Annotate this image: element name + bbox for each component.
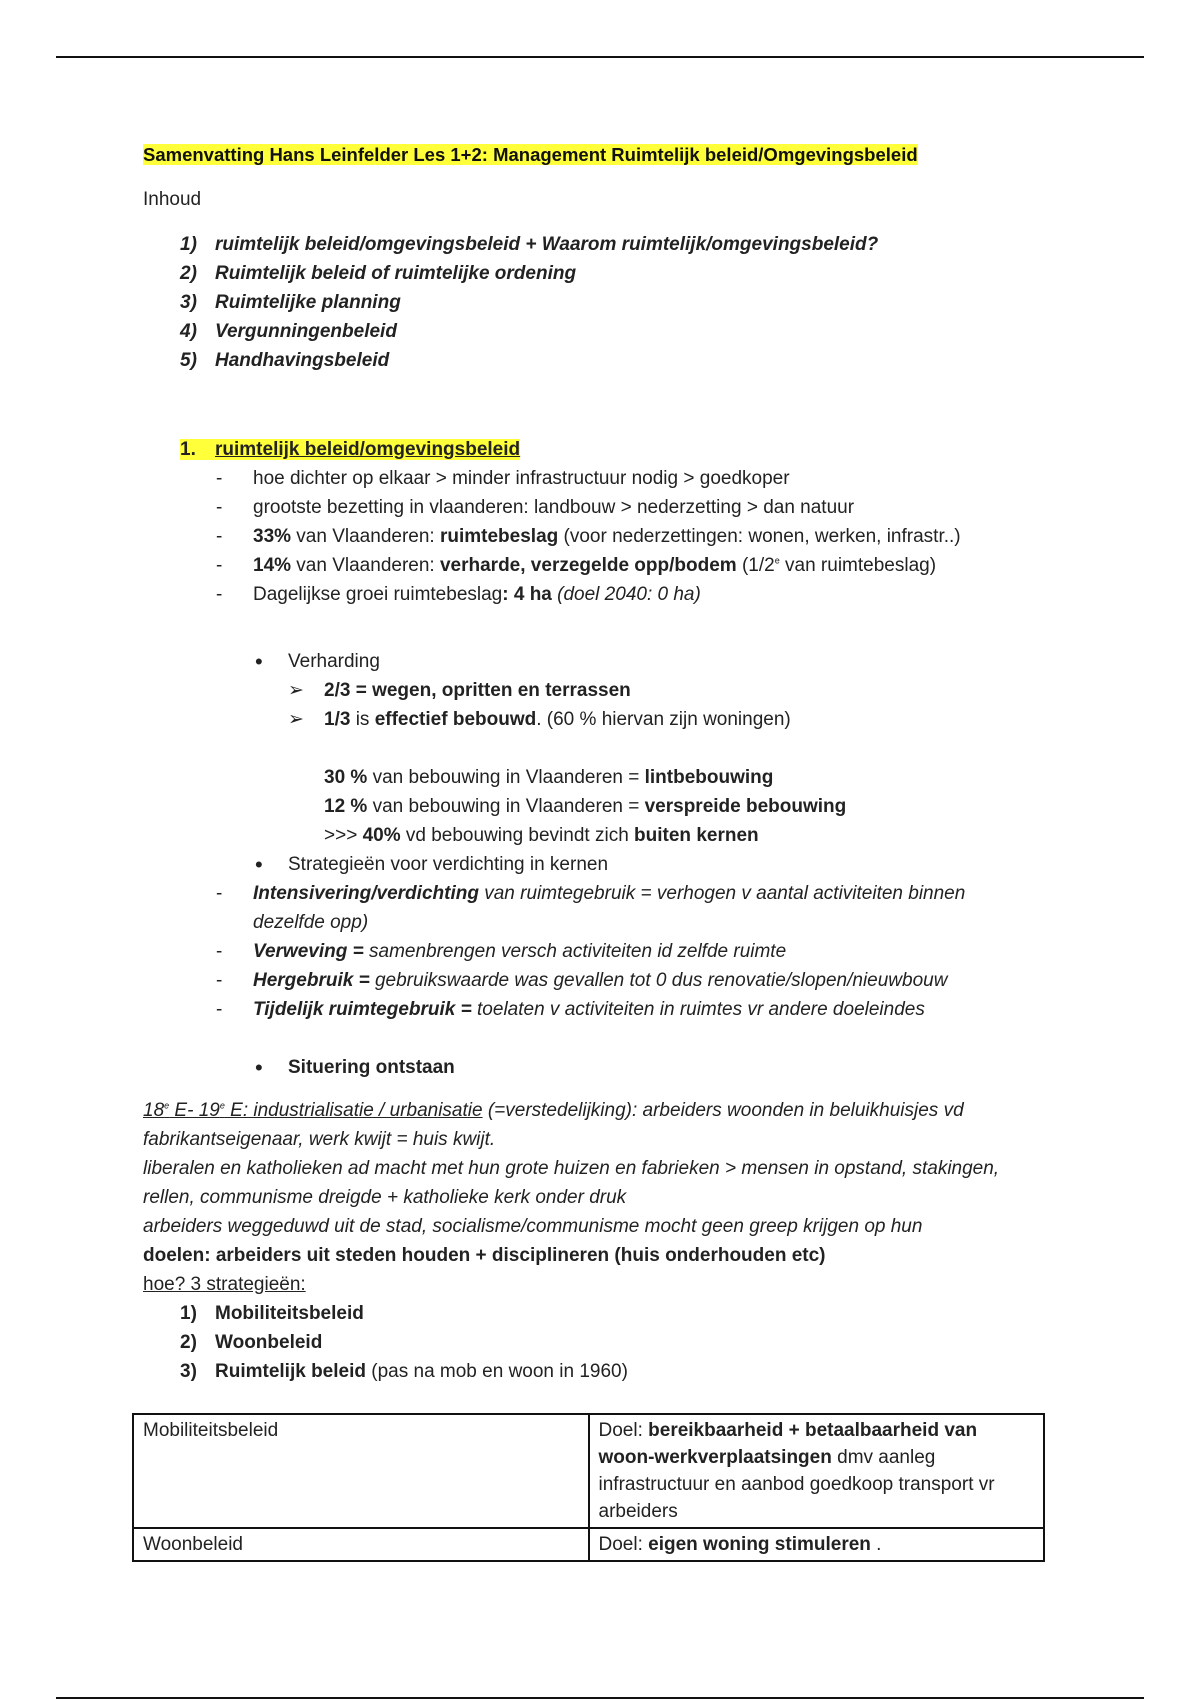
table-row — [133, 1414, 1044, 1528]
history-line: rellen, communisme dreigde + katholieke kerk onder druk — [143, 1187, 627, 1208]
strategy-item: 1) Mobiliteitsbeleid — [180, 1303, 364, 1324]
history-paragraph: 18e E- 19e E: industrialisatie / urbanisatie (=verstedelijking): arbeiders woonden in beluikhuisjes vd — [143, 1100, 964, 1121]
history-strategies-heading: hoe? 3 strategieën: — [143, 1274, 306, 1295]
toc-item: 4) Vergunningenbeleid — [180, 321, 397, 342]
indented-line: >>> 40% vd bebouwing bevindt zich buiten kernen — [324, 825, 759, 846]
strategy-item: 2) Woonbeleid — [180, 1332, 323, 1353]
list-item: - hoe dichter op elkaar > minder infrastructuur nodig > goedkoper — [216, 464, 1063, 493]
list-item: - Verweving = samenbrengen versch activiteiten id zelfde ruimte — [216, 937, 1063, 966]
document-title: Samenvatting Hans Leinfelder Les 1+2: Management Ruimtelijk beleid/Omgevingsbeleid — [143, 144, 918, 165]
list-item: - 14% van Vlaanderen: verharde, verzegelde opp/bodem (1/2e van ruimtebeslag) — [216, 551, 1063, 580]
history-line: liberalen en katholieken ad macht met hun grote huizen en fabrieken > mensen in opstand, stakingen, — [143, 1158, 1000, 1179]
indented-line: 30 % van bebouwing in Vlaanderen = lintbebouwing — [324, 767, 774, 788]
policy-table — [132, 1413, 1045, 1562]
table-cell: Mobiliteitsbeleid — [133, 1414, 589, 1528]
list-item: - Dagelijkse groei ruimtebeslag: 4 ha (doel 2040: 0 ha) — [216, 580, 1063, 609]
list-item: - 33% van Vlaanderen: ruimtebeslag (voor nederzettingen: wonen, werken, infrastr..) — [216, 522, 1063, 551]
toc-item: 5) Handhavingsbeleid — [180, 350, 390, 371]
history-goals: doelen: arbeiders uit steden houden + disciplineren (huis onderhouden etc) — [143, 1245, 826, 1266]
strategy-item: 3) Ruimtelijk beleid (pas na mob en woon in 1960) — [180, 1361, 628, 1382]
history-line: arbeiders weggeduwd uit de stad, socialisme/communisme mocht geen greep krijgen op hun — [143, 1216, 923, 1237]
list-item: - Tijdelijk ruimtegebruik = toelaten v activiteiten in ruimtes vr andere doeleindes — [216, 995, 1063, 1024]
top-rule — [56, 56, 1144, 58]
toc-heading: Inhoud — [143, 189, 202, 210]
arrow-item: ➢ 1/3 is effectief bebouwd. (60 % hiervan zijn woningen) — [288, 705, 1063, 734]
list-item: - Hergebruik = gebruikswaarde was gevallen tot 0 dus renovatie/slopen/nieuwbouw — [216, 966, 1063, 995]
bullet-item: • Verharding — [251, 647, 1063, 676]
toc-item: 2) Ruimtelijk beleid of ruimtelijke ordening — [180, 263, 577, 284]
bullet-item: • Situering ontstaan — [251, 1053, 1063, 1082]
table-cell: Woonbeleid — [133, 1528, 589, 1561]
table-cell: Doel: eigen woning stimuleren . — [589, 1528, 1045, 1561]
bullet-item: • Strategieën voor verdichting in kernen — [251, 850, 1063, 879]
arrow-item: ➢ 2/3 = wegen, opritten en terrassen — [288, 676, 1063, 705]
document-page — [143, 140, 1063, 1386]
table-row — [133, 1528, 1044, 1561]
section-heading: 1. ruimtelijk beleid/omgevingsbeleid — [180, 439, 521, 460]
indented-line: 12 % van bebouwing in Vlaanderen = verspreide bebouwing — [324, 796, 847, 817]
list-item: - grootste bezetting in vlaanderen: landbouw > nederzetting > dan natuur — [216, 493, 1063, 522]
toc-item: 3) Ruimtelijke planning — [180, 292, 401, 313]
table-of-contents — [180, 230, 1063, 375]
bottom-rule — [56, 1697, 1144, 1699]
table-cell: Doel: bereikbaarheid + betaalbaarheid van woon-werkverplaatsingen dmv aanleg infrastructuur en aanbod goedkoop transport vr arbeiders — [589, 1414, 1045, 1528]
history-line: fabrikantseigenaar, werk kwijt = huis kwijt. — [143, 1129, 496, 1150]
list-item: - Intensivering/verdichting van ruimtegebruik = verhogen v aantal activiteiten binnen dezelfde opp) — [216, 879, 1063, 937]
toc-item: 1) ruimtelijk beleid/omgevingsbeleid + Waarom ruimtelijk/omgevingsbeleid? — [180, 234, 879, 255]
